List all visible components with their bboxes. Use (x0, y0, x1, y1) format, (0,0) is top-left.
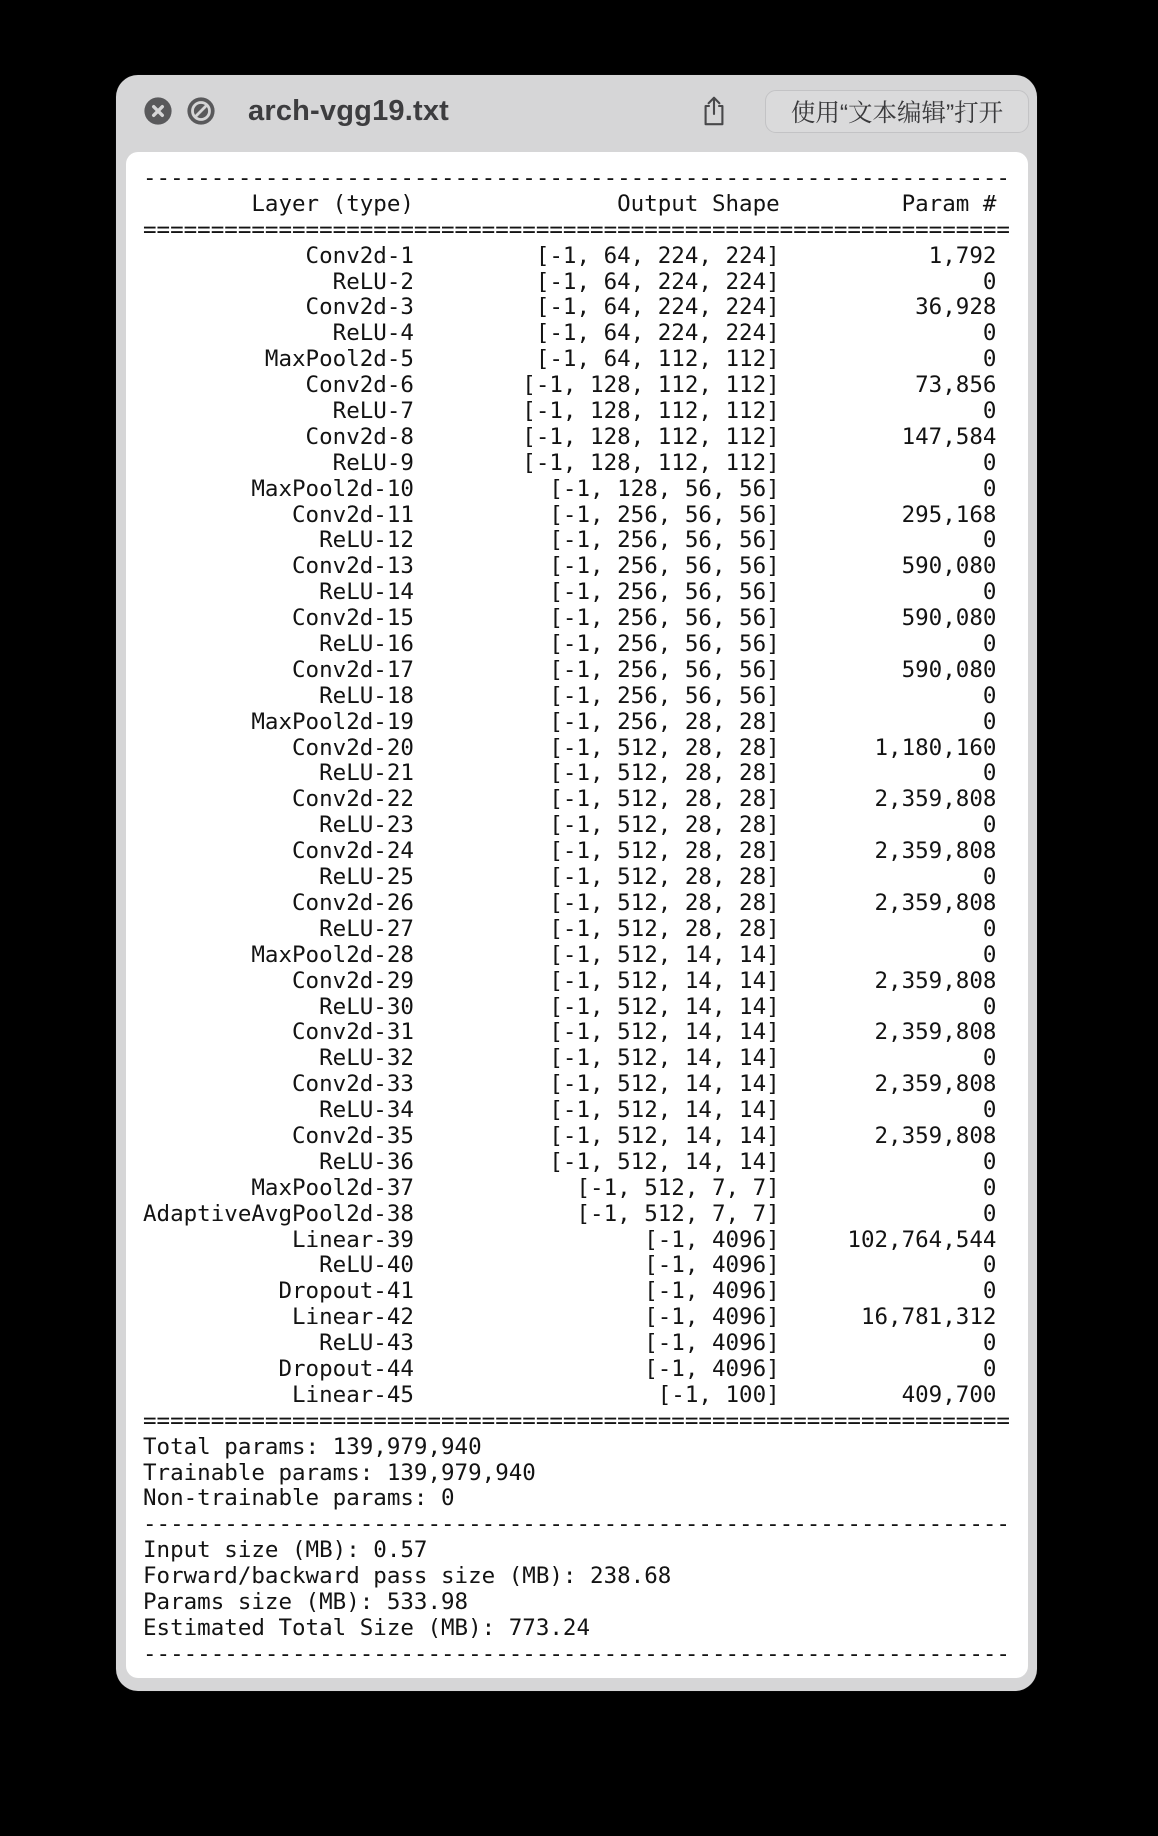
doc-line: ReLU-21 [-1, 512, 28, 28] 0 (143, 760, 997, 787)
doc-line: ================================================================ (143, 1407, 1010, 1434)
doc-line: ReLU-14 [-1, 256, 56, 56] 0 (143, 579, 997, 606)
doc-line: MaxPool2d-37 [-1, 512, 7, 7] 0 (143, 1174, 997, 1201)
doc-line: Conv2d-15 [-1, 256, 56, 56] 590,080 (143, 605, 997, 632)
doc-line: Params size (MB): 533.98 (143, 1588, 469, 1615)
doc-line: MaxPool2d-5 [-1, 64, 112, 112] 0 (143, 346, 997, 373)
doc-line: Conv2d-13 [-1, 256, 56, 56] 590,080 (143, 553, 997, 580)
doc-line: Dropout-44 [-1, 4096] 0 (143, 1355, 997, 1382)
doc-line: Linear-42 [-1, 4096] 16,781,312 (143, 1304, 997, 1331)
doc-line: Conv2d-35 [-1, 512, 14, 14] 2,359,808 (143, 1122, 997, 1149)
doc-line: Conv2d-24 [-1, 512, 28, 28] 2,359,808 (143, 838, 997, 865)
doc-line: ---------------------------------------------------------------- (143, 165, 1010, 191)
doc-line: ReLU-9 [-1, 128, 112, 112] 0 (143, 449, 997, 476)
doc-line: ReLU-7 [-1, 128, 112, 112] 0 (143, 398, 997, 425)
doc-line: ReLU-12 [-1, 256, 56, 56] 0 (143, 527, 997, 554)
doc-line: ReLU-30 [-1, 512, 14, 14] 0 (143, 993, 997, 1020)
window-title: arch-vgg19.txt (248, 94, 450, 127)
doc-line: ReLU-4 [-1, 64, 224, 224] 0 (143, 320, 997, 347)
doc-line: Conv2d-1 [-1, 64, 224, 224] 1,792 (143, 242, 997, 269)
doc-line: Conv2d-22 [-1, 512, 28, 28] 2,359,808 (143, 786, 997, 813)
doc-line: Conv2d-31 [-1, 512, 14, 14] 2,359,808 (143, 1019, 997, 1046)
doc-line: ---------------------------------------------------------------- (143, 1640, 1010, 1667)
quicklook-window (116, 75, 1037, 1691)
doc-line: Conv2d-33 [-1, 512, 14, 14] 2,359,808 (143, 1071, 997, 1098)
doc-line: Linear-39 [-1, 4096] 102,764,544 (143, 1226, 997, 1253)
doc-line: Conv2d-6 [-1, 128, 112, 112] 73,856 (143, 372, 997, 399)
doc-line: Conv2d-20 [-1, 512, 28, 28] 1,180,160 (143, 734, 997, 761)
doc-line: ReLU-16 [-1, 256, 56, 56] 0 (143, 631, 997, 658)
file-content-panel[interactable] (126, 152, 1028, 1678)
doc-line: Conv2d-11 [-1, 256, 56, 56] 295,168 (143, 501, 997, 528)
doc-line: Conv2d-3 [-1, 64, 224, 224] 36,928 (143, 294, 997, 321)
doc-line: Input size (MB): 0.57 (143, 1537, 428, 1564)
doc-line: Layer (type) Output Shape Param # (143, 190, 997, 217)
doc-line: Forward/backward pass size (MB): 238.68 (143, 1563, 672, 1590)
close-icon[interactable] (144, 97, 172, 125)
doc-line: Non-trainable params: 0 (143, 1485, 455, 1512)
doc-line: Trainable params: 139,979,940 (143, 1459, 536, 1486)
doc-line: ReLU-25 [-1, 512, 28, 28] 0 (143, 864, 997, 891)
doc-line: ReLU-23 [-1, 512, 28, 28] 0 (143, 812, 997, 839)
doc-line: ReLU-18 [-1, 256, 56, 56] 0 (143, 682, 997, 709)
doc-line: ---------------------------------------------------------------- (143, 1511, 1010, 1538)
doc-line: Estimated Total Size (MB): 773.24 (143, 1614, 591, 1641)
doc-line: Conv2d-29 [-1, 512, 14, 14] 2,359,808 (143, 967, 997, 994)
document-text (143, 166, 1018, 1668)
stop-icon[interactable] (187, 97, 215, 125)
doc-line: ReLU-27 [-1, 512, 28, 28] 0 (143, 915, 997, 942)
doc-line: MaxPool2d-28 [-1, 512, 14, 14] 0 (143, 941, 997, 968)
doc-line: MaxPool2d-19 [-1, 256, 28, 28] 0 (143, 708, 997, 735)
titlebar (116, 75, 1037, 147)
doc-line: ReLU-2 [-1, 64, 224, 224] 0 (143, 268, 997, 295)
doc-line: ReLU-34 [-1, 512, 14, 14] 0 (143, 1097, 997, 1124)
doc-line: ReLU-32 [-1, 512, 14, 14] 0 (143, 1045, 997, 1072)
doc-line: Conv2d-26 [-1, 512, 28, 28] 2,359,808 (143, 889, 997, 916)
doc-line: Conv2d-8 [-1, 128, 112, 112] 147,584 (143, 423, 997, 450)
doc-line: ================================================================ (143, 216, 1010, 243)
doc-line: ReLU-43 [-1, 4096] 0 (143, 1330, 997, 1357)
doc-line: MaxPool2d-10 [-1, 128, 56, 56] 0 (143, 475, 997, 502)
share-icon[interactable] (701, 95, 727, 127)
doc-line: AdaptiveAvgPool2d-38 [-1, 512, 7, 7] 0 (143, 1200, 997, 1227)
doc-line: ReLU-36 [-1, 512, 14, 14] 0 (143, 1148, 997, 1175)
doc-line: ReLU-40 [-1, 4096] 0 (143, 1252, 997, 1279)
doc-line: Total params: 139,979,940 (143, 1433, 482, 1460)
open-with-texteditor-button[interactable]: 使用“文本编辑”打开 (765, 90, 1029, 133)
doc-line: Conv2d-17 [-1, 256, 56, 56] 590,080 (143, 656, 997, 683)
doc-line: Linear-45 [-1, 100] 409,700 (143, 1381, 997, 1408)
doc-line: Dropout-41 [-1, 4096] 0 (143, 1278, 997, 1305)
